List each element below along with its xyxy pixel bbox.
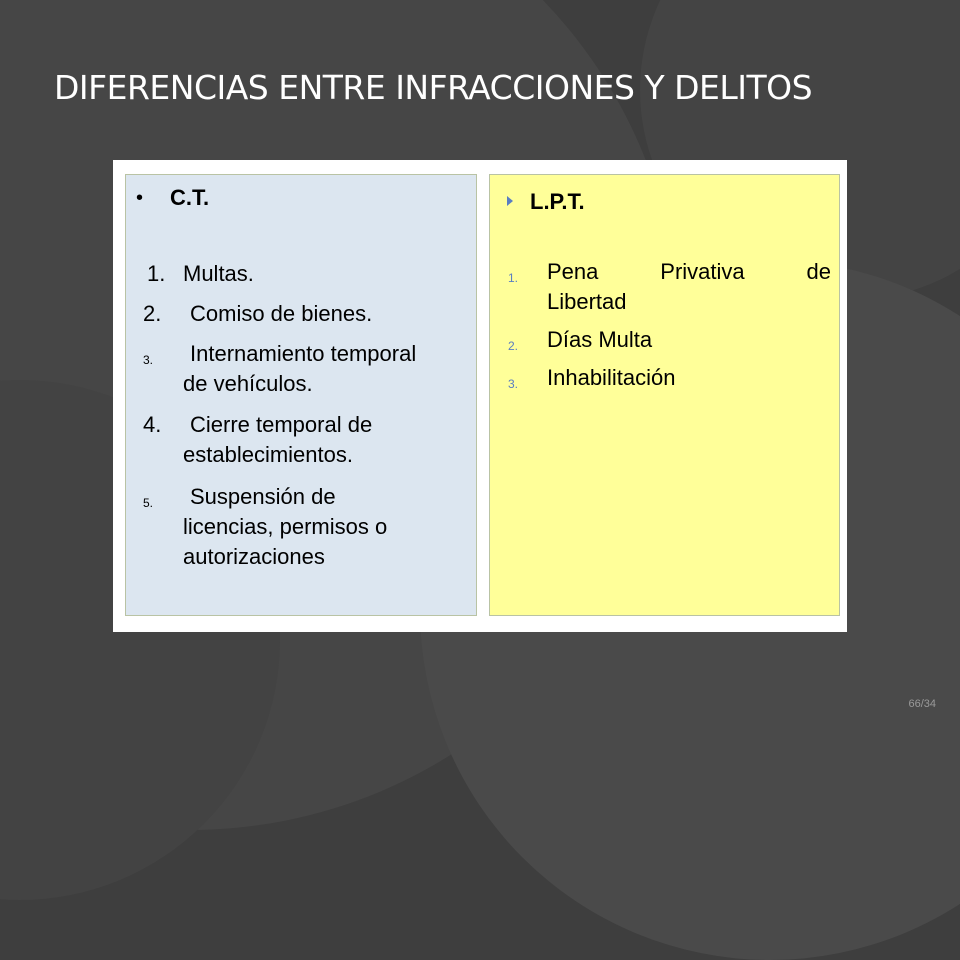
item-text-continued: licencias, permisos o [183, 514, 388, 539]
item-number: 2. [508, 339, 519, 353]
item-text: Multas. [183, 261, 254, 286]
triangle-arrow-icon [507, 196, 513, 206]
item-word: de [806, 259, 831, 284]
left-panel-ct [125, 174, 477, 616]
item-text: Suspensión de [190, 484, 336, 509]
item-number: 4. [143, 412, 162, 437]
item-text: Inhabilitación [547, 365, 676, 390]
item-word: Pena [547, 259, 599, 284]
item-text-continued: Libertad [547, 289, 627, 314]
item-text-continued: autorizaciones [183, 544, 325, 569]
item-number: 1. [147, 261, 166, 286]
item-number: 3. [508, 377, 519, 391]
item-word: Privativa [660, 259, 745, 284]
comparison-image [113, 160, 847, 632]
item-text [547, 257, 831, 287]
item-text: Cierre temporal de [190, 412, 373, 437]
page-number: 66/34 [908, 698, 936, 710]
slide-title: DIFERENCIAS ENTRE INFRACCIONES Y DELITOS [54, 68, 813, 107]
item-number: 2. [143, 301, 162, 326]
round-bullet-icon: • [136, 187, 144, 209]
item-text-continued: establecimientos. [183, 442, 353, 467]
item-text: Comiso de bienes. [190, 301, 373, 326]
item-text-continued: de vehículos. [183, 371, 313, 396]
right-panel-heading: L.P.T. [530, 189, 585, 214]
item-number: 5. [143, 496, 154, 510]
item-number: 3. [143, 353, 154, 367]
right-panel-lpt [489, 174, 840, 616]
left-panel-heading: C.T. [170, 185, 210, 210]
item-text: Días Multa [547, 327, 653, 352]
item-text: Internamiento temporal [190, 341, 417, 366]
item-number: 1. [508, 271, 519, 285]
